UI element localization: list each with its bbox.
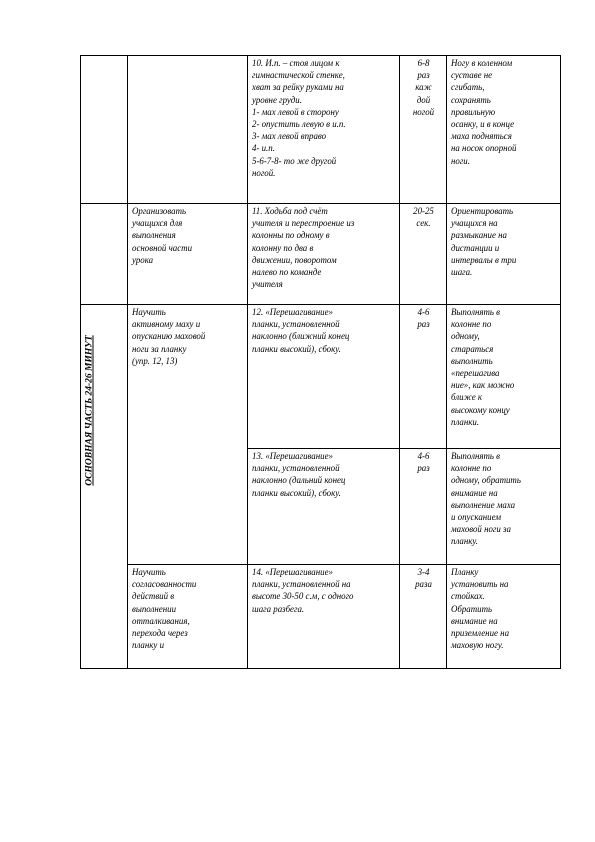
cell-line: раз xyxy=(417,319,430,330)
cell-line: высокому концу xyxy=(451,404,510,415)
cell-line: высоте 30-50 с.м, с одного xyxy=(252,591,354,602)
cell-line: планки, установленной xyxy=(252,463,340,474)
cell-line: Научить xyxy=(132,307,166,317)
cell-line: колонне по xyxy=(451,463,492,474)
cell-line: Ориентировать xyxy=(451,206,514,216)
cell-line: отталкивания, xyxy=(132,615,190,626)
cell-line: внимание на xyxy=(451,615,498,626)
cell-line: маховой ноги за xyxy=(451,524,511,535)
cell-line: 11. Ходьба под счёт xyxy=(252,206,328,216)
cell-line: Научить xyxy=(132,567,166,577)
cell-line: и опусканием xyxy=(451,512,501,523)
cell-line: 6-8 xyxy=(417,58,430,68)
cell-line: 3-4 xyxy=(417,567,430,577)
cell-line: раз xyxy=(417,463,430,474)
cell-line: ногой xyxy=(412,106,435,117)
cell-line: 4-6 xyxy=(417,307,430,317)
cell-line: внимание на xyxy=(451,487,498,498)
cell-line: действий в xyxy=(132,591,175,602)
exercise-cell xyxy=(248,305,400,449)
cell-line: дистанции и xyxy=(451,242,500,253)
cell-line: планку. xyxy=(451,536,479,547)
task-cell xyxy=(128,565,248,669)
cell-line: 10. И.п. – стоя лицом к xyxy=(252,58,340,68)
cell-line: установить на xyxy=(451,579,509,590)
cell-line: стойках. xyxy=(451,591,485,602)
cell-line: ноги за планку xyxy=(132,343,187,354)
cell-line: наклонно (ближний конец xyxy=(252,331,350,342)
cell-line: раз xyxy=(417,70,430,81)
guidance-cell xyxy=(447,204,561,305)
cell-line: (упр. 12, 13) xyxy=(132,355,178,366)
cell-line: 14. «Перешагивание» xyxy=(252,567,333,577)
guidance-cell xyxy=(447,305,561,449)
cell-line: учителя xyxy=(252,279,283,290)
cell-line: гимнастической стенке, xyxy=(252,70,345,81)
cell-line: раза xyxy=(415,579,432,590)
cell-line: Ногу в коленном xyxy=(451,58,513,68)
cell-line: планки высокий), сбоку. xyxy=(252,487,341,498)
cell-line: движении, поворотом xyxy=(252,254,337,265)
table-row xyxy=(81,305,561,449)
cell-line: выполнение маха xyxy=(451,499,516,510)
guidance-cell xyxy=(447,56,561,204)
cell-line: 2- опустить левую в и.п. xyxy=(252,119,346,130)
dosage-cell xyxy=(400,56,447,204)
dosage-cell xyxy=(400,449,447,565)
cell-line: основной части xyxy=(132,242,193,253)
cell-line: размыкание на xyxy=(451,230,507,241)
cell-line: планки, установленной xyxy=(252,319,340,330)
cell-line: осанку, и в конце xyxy=(451,119,515,130)
task-cell xyxy=(128,56,248,204)
task-cell xyxy=(128,204,248,305)
task-cell xyxy=(128,305,248,565)
cell-line: 5-6-7-8- то же другой xyxy=(252,155,337,166)
cell-line: Выполнять в xyxy=(451,307,501,317)
cell-line: Выполнять в xyxy=(451,451,501,461)
cell-line: дой xyxy=(416,94,431,105)
cell-line: 13. «Перешагивание» xyxy=(252,451,333,461)
stage-cell xyxy=(81,305,128,669)
cell-line: суставе не xyxy=(451,70,493,81)
cell-line: хват за рейку руками на xyxy=(252,82,344,93)
cell-line: интервалы в три xyxy=(451,254,517,265)
cell-line: учащихся для xyxy=(132,218,183,229)
cell-line: планки высокий), сбоку. xyxy=(252,343,341,354)
cell-line: согласованности xyxy=(132,579,197,590)
part-label: ОСНОВНАЯ ЧАСТЬ 24-26 МИНУТ xyxy=(84,335,95,486)
cell-line: каж xyxy=(415,82,432,93)
cell-line: выполнения xyxy=(132,230,176,241)
cell-line: стараться xyxy=(451,343,494,354)
cell-line: Обратить xyxy=(451,603,493,614)
guidance-cell xyxy=(447,565,561,669)
lesson-plan-table xyxy=(80,55,561,669)
cell-line: планки, установленной на xyxy=(252,579,351,590)
cell-line: колонну по два в xyxy=(252,242,314,253)
cell-line: ние», как можно xyxy=(451,380,515,391)
cell-line: опусканию маховой xyxy=(132,331,206,342)
cell-line: 4-6 xyxy=(417,451,430,461)
cell-line: наклонно (дальний конец xyxy=(252,475,346,486)
cell-line: активному маху и xyxy=(132,319,201,330)
cell-line: учащихся на xyxy=(451,218,498,229)
cell-line: планки. xyxy=(451,416,480,427)
cell-line: ближе к xyxy=(451,392,482,403)
cell-line: Организовать xyxy=(132,206,187,216)
cell-line: колонне по xyxy=(451,319,492,330)
cell-line: ноги. xyxy=(451,155,470,166)
cell-line: урока xyxy=(132,254,154,265)
cell-line: приземление на xyxy=(451,628,510,639)
cell-line: налево по команде xyxy=(252,267,322,278)
cell-line: учителя и перестроение из xyxy=(252,218,355,229)
cell-line: 12. «Перешагивание» xyxy=(252,307,333,317)
table-row xyxy=(81,565,561,669)
cell-line: выполнении xyxy=(132,603,177,614)
cell-line: планку и xyxy=(132,640,165,651)
exercise-cell xyxy=(248,565,400,669)
cell-line: сгибать, xyxy=(451,82,485,93)
table-row xyxy=(81,56,561,204)
cell-line: ногой. xyxy=(252,167,276,178)
cell-line: выполнить xyxy=(451,355,493,366)
dosage-cell xyxy=(400,305,447,449)
dosage-cell xyxy=(400,565,447,669)
cell-line: сохранять xyxy=(451,94,491,105)
cell-line: 20-25 xyxy=(413,206,434,216)
cell-line: Планку xyxy=(451,567,479,577)
cell-line: маховую ногу. xyxy=(451,640,504,651)
cell-line: перехода через xyxy=(132,628,188,639)
exercise-cell xyxy=(248,56,400,204)
cell-line: шага разбега. xyxy=(252,603,305,614)
cell-line: 1- мах левой в сторону xyxy=(252,106,339,117)
cell-line: маха подняться xyxy=(451,131,512,142)
cell-line: шага. xyxy=(451,267,473,278)
guidance-cell xyxy=(447,449,561,565)
cell-line: 3- мах левой вправо xyxy=(252,131,327,142)
cell-line: «перешагива xyxy=(451,368,500,379)
exercise-cell xyxy=(248,204,400,305)
cell-line: правильную xyxy=(451,106,496,117)
cell-line: одному, обратить xyxy=(451,475,521,486)
cell-line: колонны по одному в xyxy=(252,230,330,241)
dosage-cell xyxy=(400,204,447,305)
cell-line: на носок опорной xyxy=(451,143,517,154)
stage-cell-empty xyxy=(81,56,128,204)
cell-line: одному, xyxy=(451,331,480,342)
stage-cell-empty xyxy=(81,204,128,305)
exercise-cell xyxy=(248,449,400,565)
cell-line: уровне груди. xyxy=(252,94,302,105)
cell-line: 4- и.п. xyxy=(252,143,275,154)
table-row xyxy=(81,204,561,305)
cell-line: сек. xyxy=(416,218,431,229)
